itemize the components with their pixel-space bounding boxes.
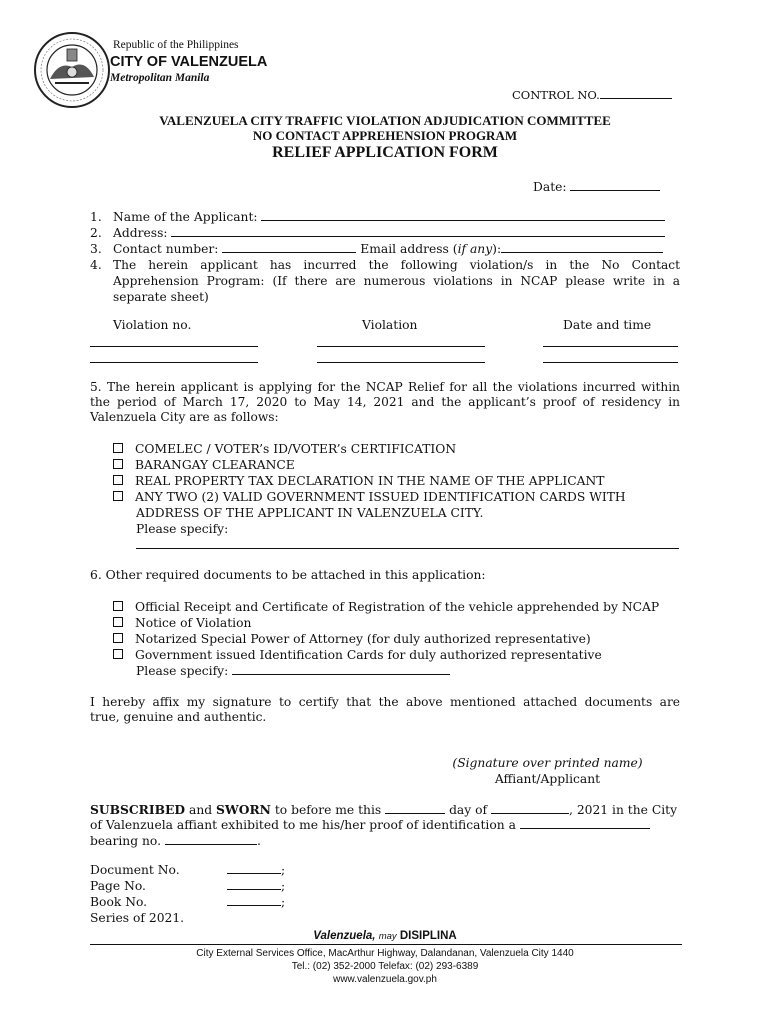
residency-option: [113, 458, 295, 472]
violations-text-1: The herein applicant has incurred the following violation/s in the No Contact: [113, 258, 680, 272]
violations-text-3: separate sheet): [113, 290, 209, 304]
item-contact: [90, 242, 663, 256]
footer-website: www.valenzuela.gov.ph: [333, 974, 437, 985]
option-label: Notarized Special Power of Attorney (for duly authorized representative): [135, 632, 591, 646]
date-time-field-1[interactable]: [543, 346, 678, 347]
date-field[interactable]: [570, 180, 660, 191]
page-no-label: Page No.: [90, 879, 146, 893]
checkbox[interactable]: [113, 601, 123, 611]
violation-field-1[interactable]: [317, 346, 485, 347]
document-option: [113, 600, 659, 614]
signature-role: Affiant/Applicant: [494, 772, 601, 786]
residency-option: [113, 474, 604, 488]
contact-field[interactable]: [222, 242, 356, 253]
footer-motto: Valenzuela, may DISIPLINA: [313, 930, 457, 942]
violation-field-2[interactable]: [317, 362, 485, 363]
section5-line-2: the period of March 17, 2020 to May 14, 2021 and the applicant’s proof of residency in: [90, 395, 680, 409]
checkbox[interactable]: [113, 459, 123, 469]
col-header-date-time: Date and time: [563, 318, 652, 332]
document-option: [113, 616, 251, 630]
footer-tel: Tel.: (02) 352-2000 Telefax: (02) 293-6389: [291, 961, 479, 972]
violations-text-2: Apprehension Program: (If there are numerous violations in NCAP please write in a: [113, 274, 680, 288]
book-no-field: ;: [227, 895, 285, 909]
option-label: Notice of Violation: [135, 616, 252, 630]
checkbox[interactable]: [113, 633, 123, 643]
document-no-field: ;: [227, 863, 285, 877]
jurat-line-2: of Valenzuela affiant exhibited to me his/her proof of identification a: [90, 818, 650, 832]
section5-text: [90, 380, 680, 424]
item-number: 3.: [90, 242, 102, 256]
please-specify-field[interactable]: [232, 664, 450, 675]
certify-text: [90, 695, 680, 724]
contact-label: Contact number:: [113, 242, 219, 256]
please-specify-label: Please specify:: [136, 522, 229, 536]
item-name: [90, 210, 665, 224]
section6-heading: 6. Other required documents to be attached in this application:: [90, 568, 486, 582]
email-field[interactable]: [501, 242, 663, 253]
book-no-label: Book No.: [90, 895, 148, 909]
option-label: ANY TWO (2) VALID GOVERNMENT ISSUED IDENTIFICATION CARDS WITH: [135, 490, 626, 504]
document-option: [113, 648, 602, 662]
item-address: [90, 226, 665, 240]
name-label: Name of the Applicant:: [113, 210, 258, 224]
address-label: Address:: [113, 226, 168, 240]
option-label: COMELEC / VOTER’s ID/VOTER’s CERTIFICATION: [135, 442, 457, 456]
option-label: Official Receipt and Certificate of Registration of the vehicle apprehended by NCAP: [135, 600, 660, 614]
title-committee: VALENZUELA CITY TRAFFIC VIOLATION ADJUDICATION COMMITTEE: [159, 113, 611, 128]
title-program: NO CONTACT APPREHENSION PROGRAM: [252, 128, 518, 143]
document-option: [113, 632, 591, 646]
title-form: RELIEF APPLICATION FORM: [272, 144, 498, 161]
residency-option: [113, 490, 626, 504]
signature-caption: (Signature over printed name): [452, 756, 643, 770]
residency-option: [113, 442, 456, 456]
name-field[interactable]: [261, 210, 665, 221]
violation-no-field-2[interactable]: [90, 362, 258, 363]
footer-address: City External Services Office, MacArthur Highway, Dalandanan, Valenzuela City 1440: [196, 948, 574, 959]
certify-line-1: I hereby affix my signature to certify that the above mentioned attached documents are: [90, 695, 680, 709]
page-no-field: ;: [227, 879, 285, 893]
item-number: 4.: [90, 258, 102, 272]
jurat-line-3: bearing no. .: [90, 834, 261, 848]
col-header-violation-no: Violation no.: [113, 318, 192, 332]
section6-specify: [136, 664, 450, 678]
checkbox[interactable]: [113, 475, 123, 485]
item-number: 1.: [90, 210, 102, 224]
section5-line-3: Valenzuela City are as follows:: [90, 410, 279, 424]
region-label: Metropolitan Manila: [110, 72, 210, 84]
date-label: Date:: [533, 180, 567, 194]
please-specify-label: Please specify:: [136, 664, 229, 678]
jurat-line-1: SUBSCRIBED and SWORN to before me this day of , 2021 in the City: [90, 802, 678, 817]
document-no-label: Document No.: [90, 863, 180, 877]
series-label: Series of 2021.: [90, 911, 185, 925]
address-field[interactable]: [171, 226, 665, 237]
control-no-label: CONTROL NO.: [512, 88, 600, 102]
item-number: 2.: [90, 226, 102, 240]
city-name: CITY OF VALENZUELA: [110, 54, 268, 70]
option-label: REAL PROPERTY TAX DECLARATION IN THE NAME OF THE APPLICANT: [135, 474, 605, 488]
control-no: [512, 88, 672, 102]
residency-option-continued: ADDRESS OF THE APPLICANT IN VALENZUELA CITY.: [136, 506, 484, 520]
date-time-field-2[interactable]: [543, 362, 678, 363]
col-header-violation: Violation: [362, 318, 418, 332]
city-seal: [33, 31, 111, 109]
section5-line-1: 5. The herein applicant is applying for the NCAP Relief for all the violations incurred within: [90, 380, 680, 394]
jurat-day-field[interactable]: [385, 803, 445, 814]
email-label: Email address (if any):: [360, 242, 502, 256]
bearing-no-field[interactable]: [165, 834, 257, 845]
republic-label: Republic of the Philippines: [113, 39, 239, 51]
option-label: BARANGAY CLEARANCE: [135, 458, 295, 472]
checkbox[interactable]: [113, 443, 123, 453]
proof-of-id-field[interactable]: [520, 818, 650, 829]
please-specify-field[interactable]: [136, 548, 679, 549]
jurat-month-field[interactable]: [491, 803, 569, 814]
checkbox[interactable]: [113, 649, 123, 659]
checkbox[interactable]: [113, 491, 123, 501]
violation-no-field-1[interactable]: [90, 346, 258, 347]
control-no-field[interactable]: [600, 88, 672, 99]
footer-divider: [90, 944, 682, 945]
option-label: Government issued Identification Cards for duly authorized representative: [135, 648, 602, 662]
checkbox[interactable]: [113, 617, 123, 627]
certify-line-2: true, genuine and authentic.: [90, 710, 267, 724]
date-row: [533, 180, 660, 194]
